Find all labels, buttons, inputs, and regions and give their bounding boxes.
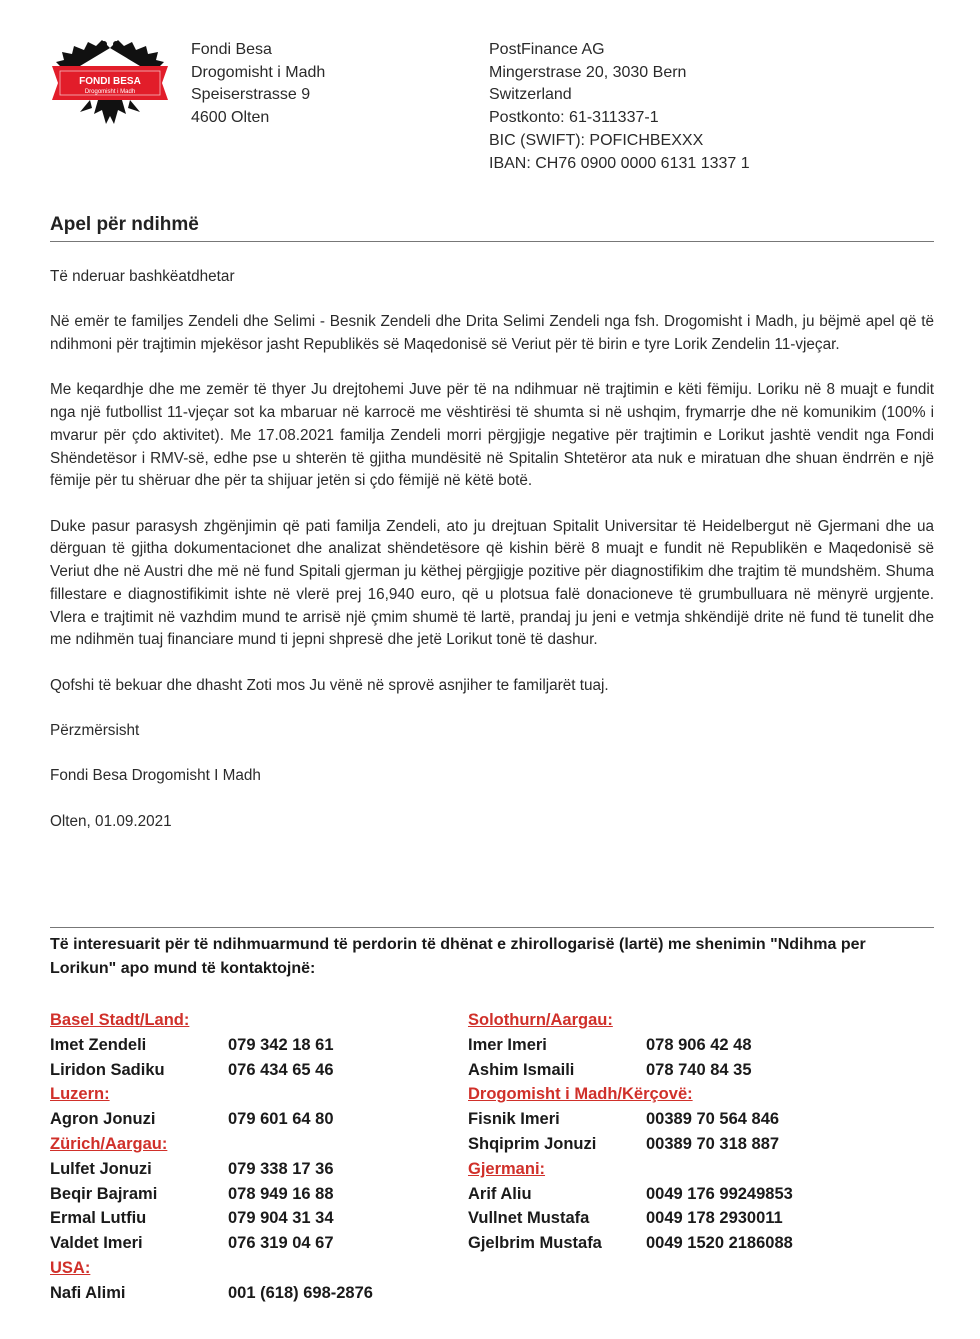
contact-name: Shqiprim Jonuzi xyxy=(468,1134,597,1153)
region-label: Luzern: xyxy=(50,1085,110,1104)
contact-name: Fisnik Imeri xyxy=(468,1110,560,1129)
paragraph: Në emër te familjes Zendeli dhe Selimi - Besnik Zendeli dhe Drita Selimi Zendeli nga fsh. Drogomisht i Madh, ju bëjmë apel që të ndihmoni për trajtimin mjekësor jasht Republikës së Maqedonisë së Veriut për të birin e tyre Lorik Zendelin 11-vjeçar. xyxy=(50,313,934,354)
contact-phone: 0049 1520 2186088 xyxy=(646,1234,793,1253)
contact-row xyxy=(468,1231,793,1256)
contact-name: Agron Jonuzi xyxy=(50,1110,156,1129)
letter-body xyxy=(50,266,934,856)
contacts-right xyxy=(468,1008,793,1256)
contact-row xyxy=(468,1206,783,1231)
bank-line: Switzerland xyxy=(489,86,572,104)
contact-name: Lulfet Jonuzi xyxy=(50,1159,152,1178)
contact-name: Imer Imeri xyxy=(468,1035,547,1054)
region-label: Zürich/Aargau: xyxy=(50,1134,168,1153)
sender-line: Speiserstrasse 9 xyxy=(191,86,311,104)
contact-phone: 078 949 16 88 xyxy=(228,1184,334,1203)
contact-phone: 079 338 17 36 xyxy=(228,1159,334,1178)
fondi-besa-logo xyxy=(50,38,170,130)
region-label: Drogomisht i Madh/Kërçovë: xyxy=(468,1085,693,1104)
region-row xyxy=(50,1256,189,1281)
contact-row xyxy=(50,1206,334,1231)
contact-row xyxy=(50,1157,334,1182)
region-row xyxy=(468,1008,693,1033)
contact-row xyxy=(50,1058,334,1083)
double-headed-eagle-icon xyxy=(50,38,170,130)
region-row xyxy=(50,1082,189,1107)
contact-name: Ashim Ismaili xyxy=(468,1060,575,1079)
region-row xyxy=(468,1157,693,1182)
contact-name: Arif Aliu xyxy=(468,1184,532,1203)
region-label: Basel Stadt/Land: xyxy=(50,1011,190,1029)
contact-name: Vullnet Mustafa xyxy=(468,1209,590,1228)
bank-line: Postkonto: 61-311337-1 xyxy=(489,109,659,127)
contact-name: Beqir Bajrami xyxy=(50,1184,158,1203)
region-row xyxy=(468,1082,693,1107)
contact-phone: 00389 70 564 846 xyxy=(646,1110,780,1129)
divider xyxy=(50,927,934,928)
contact-name: Gjelbrim Mustafa xyxy=(468,1234,602,1253)
contact-row xyxy=(50,1182,334,1207)
contact-row xyxy=(468,1182,793,1207)
contact-phone: 076 319 04 67 xyxy=(228,1234,334,1253)
contact-row xyxy=(468,1058,752,1083)
logo-text-line2: Drogomisht i Madh xyxy=(84,89,136,95)
sender-line: 4600 Olten xyxy=(191,109,270,127)
contact-note: Të interesuarit për të ndihmuarmund të perdorin të dhënat e zhirollogarisë (lartë) me shenimin "Ndihma per Lorikun" apo mund të kontaktojnë: xyxy=(50,936,866,977)
contact-name: Liridon Sadiku xyxy=(50,1060,165,1079)
signature: Fondi Besa Drogomisht I Madh xyxy=(50,767,261,785)
contact-phone: 079 342 18 61 xyxy=(228,1035,334,1054)
region-row xyxy=(50,1132,189,1157)
region-label: USA: xyxy=(50,1258,91,1277)
contact-name: Ermal Lutfiu xyxy=(50,1209,147,1228)
contact-phone: 079 601 64 80 xyxy=(228,1110,334,1129)
contact-row xyxy=(468,1107,780,1132)
place-date: Olten, 01.09.2021 xyxy=(50,812,172,830)
contact-row xyxy=(468,1132,780,1157)
paragraph: Duke pasur parasysh zhgënjimin që pati familja Zendeli, ato ju drejtuan Spitalit Universitar të Heidelbergut në Gjermani dhe ua dërguan të gjitha dokumentacionet dhe analizat shëndetësore që kishin bërë 8 muajt e fundit në Republikën e Maqedonisë së Veriut dhe në Austri dhe më në fund Spitali gjerman ju këthej përgjigje pozitive për diagnostifikim dhe trajtim të mundshëm. Shuma fillestare e diagnostifikimit ishte në vlerë prej 16,940 euro, që u plotsua falë donacioneve të grumbulluara në mënyrë urgjente. Vlera e trajtimit në vazhdim mund te arrisë një çmim shumë të lartë, prandaj ju jeni e vetmja shkëndijë drite në fund të tunelit dhe me ndihmën tuaj financiare mund ti jepni shpresë dhe jetë Lorikut tonë të dashur. xyxy=(50,517,934,649)
contact-phone: 079 904 31 34 xyxy=(228,1209,334,1228)
bank-details xyxy=(489,39,750,175)
contact-phone: 001 (618) 698-2876 xyxy=(228,1283,373,1302)
contact-row xyxy=(468,1033,752,1058)
sender-line: Drogomisht i Madh xyxy=(191,63,326,81)
logo-text-line1: FONDI BESA xyxy=(79,76,141,87)
contact-phone: 078 740 84 35 xyxy=(646,1060,752,1079)
contact-row xyxy=(50,1033,334,1058)
contact-phone: 076 434 65 46 xyxy=(228,1060,334,1079)
bank-line: Mingerstrase 20, 3030 Bern xyxy=(489,63,687,81)
bank-line: IBAN: CH76 0900 0000 6131 1337 1 xyxy=(489,154,750,172)
region-label: Gjermani: xyxy=(468,1159,546,1178)
sender-line: Fondi Besa xyxy=(191,41,272,58)
contact-row xyxy=(50,1107,334,1132)
contact-row xyxy=(50,1231,334,1256)
paragraph: Me keqardhje dhe me zemër të thyer Ju drejtohemi Juve për të na ndihmuar në trajtimin e këti fëmiju. Loriku në 8 muajt e fundit nga një futbollist 11-vjeçar sot ka mbaruar në karrocë me vështirësi të shumta si në ushqim, frymarrje dhe në komunikim (100% i mvarur për çdo aktivitet). Me 17.08.2021 familja Zendeli morri përgjigje negative për trajtimin e Lorikut jashtë vendit nga Fondi Shëndetësor i RMV-së, edhe pse u shterën të gjitha mundësitë në Spitalin Shtetëror ata nuk e miratuan dhe shuan ëndrrën e një fëmije për tu shëruar dhe për ta shijuar jetën si çdo fëmijë në këtë botë. xyxy=(50,381,934,490)
contact-name: Imet Zendeli xyxy=(50,1035,147,1054)
contact-phone: 0049 178 2930011 xyxy=(646,1209,783,1228)
contact-name: Valdet Imeri xyxy=(50,1234,143,1253)
region-row xyxy=(50,1008,189,1033)
region-label: Solothurn/Aargau: xyxy=(468,1011,613,1029)
letter-title: Apel për ndihmë xyxy=(50,214,934,242)
bank-line: BIC (SWIFT): POFICHBEXXX xyxy=(489,131,704,149)
contact-name: Nafi Alimi xyxy=(50,1283,126,1302)
blessing: Qofshi të bekuar dhe dhasht Zoti mos Ju vënë në sprovë asnjiher te familjarët tuaj. xyxy=(50,676,609,694)
bank-line: PostFinance AG xyxy=(489,41,605,58)
contact-phone: 078 906 42 48 xyxy=(646,1035,752,1054)
sender-address xyxy=(191,39,325,130)
closing: Përzmërsisht xyxy=(50,721,140,739)
contacts-left xyxy=(50,1008,373,1306)
contact-row xyxy=(50,1281,373,1306)
contact-phone: 0049 176 99249853 xyxy=(646,1184,793,1203)
contact-phone: 00389 70 318 887 xyxy=(646,1134,780,1153)
salutation: Të nderuar bashkëatdhetar xyxy=(50,268,235,285)
